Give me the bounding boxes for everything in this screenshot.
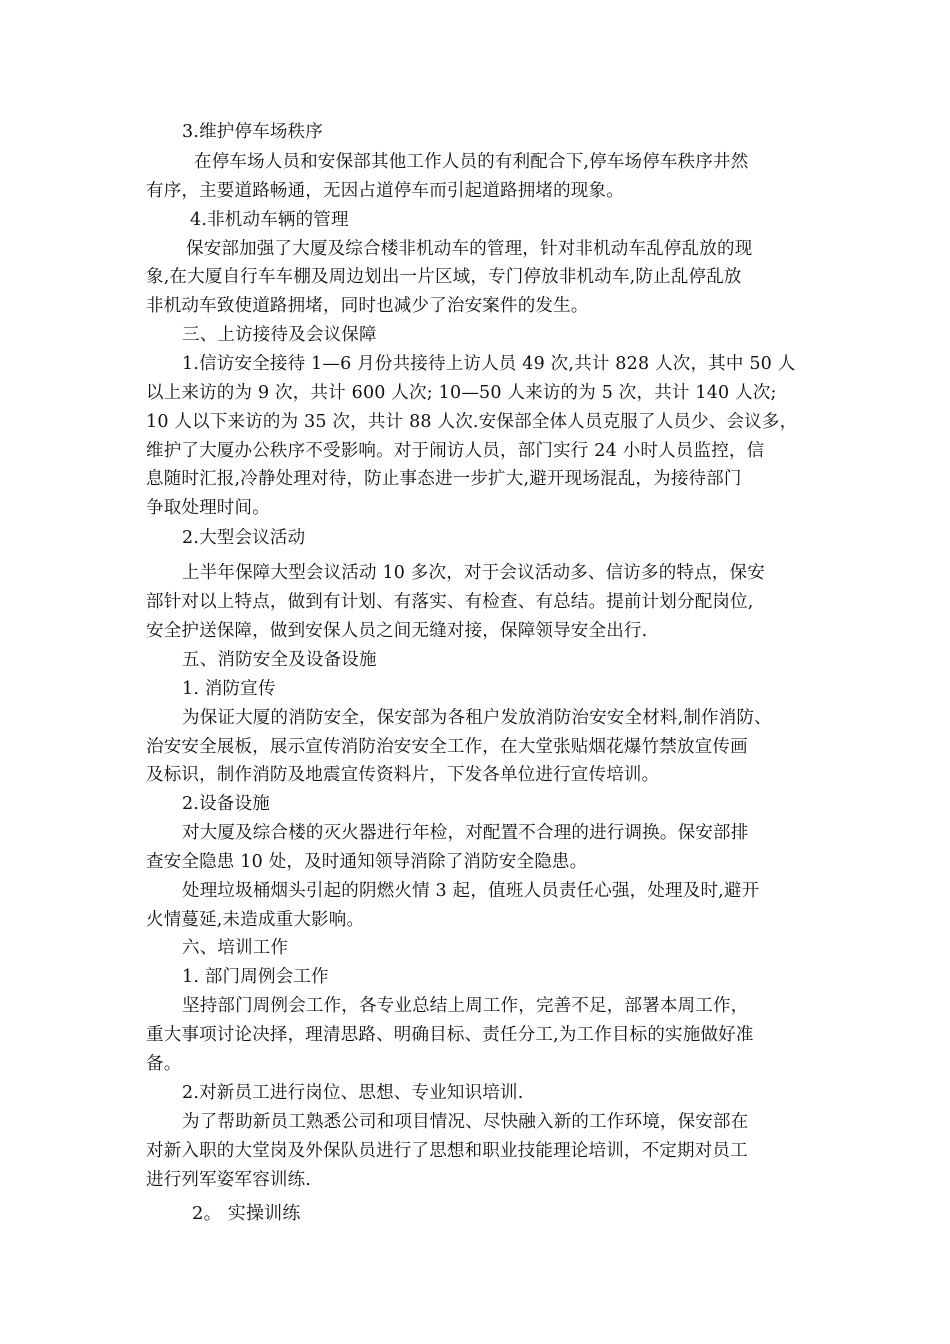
paragraph-line: 处理垃圾桶烟头引起的阴燃火情 3 起，值班人员责任心强，处理及时,避开 [182, 881, 760, 901]
section-heading: 3.维护停车场秩序 [182, 122, 323, 142]
paragraph-line: 有序，主要道路畅通，无因占道停车而引起道路拥堵的现象。 [146, 181, 624, 201]
section-heading: 2.对新员工进行岗位、思想、专业知识培训. [182, 1083, 524, 1103]
paragraph-line: 坚持部门周例会工作，各专业总结上周工作，完善不足，部署本周工作， [182, 996, 749, 1016]
paragraph-line: 10 人以下来访的为 35 次，共计 88 人次.安保部全体人员克服了人员少、会议多， [146, 412, 798, 432]
paragraph-line: 维护了大厦办公秩序不受影响。对于闹访人员，部门实行 24 小时人员监控，信 [146, 441, 765, 461]
paragraph-line: 在停车场人员和安保部其他工作人员的有利配合下,停车场停车秩序井然 [194, 152, 749, 172]
paragraph-line: 非机动车致使道路拥堵，同时也减少了治安案件的发生。 [146, 296, 589, 316]
paragraph-line: 重大事项讨论决择，理清思路、明确目标、责任分工,为工作目标的实施做好准 [146, 1025, 754, 1045]
paragraph-line: 保安部加强了大厦及综合楼非机动车的管理，针对非机动车乱停乱放的现 [186, 239, 753, 259]
paragraph-line: 以上来访的为 9 次，共计 600 人次; 10—50 人来访的为 5 次，共计 140 人次; [146, 383, 777, 403]
paragraph-line: 象,在大厦自行车车棚及周边划出一片区域，专门停放非机动车,防止乱停乱放 [146, 267, 742, 287]
section-heading: 1. 消防宣传 [182, 679, 276, 699]
paragraph-line: 上半年保障大型会议活动 10 多次，对于会议活动多、信访多的特点，保安 [182, 563, 765, 583]
paragraph-line: 查安全隐患 10 处，及时通知领导消除了消防安全隐患。 [146, 852, 588, 872]
paragraph-line: 及标识，制作消防及地震宣传资料片，下发各单位进行宣传培训。 [146, 765, 660, 785]
paragraph-line: 争取处理时间。 [146, 498, 270, 518]
paragraph-line: 对新入职的大堂岗及外保队员进行了思想和职业技能理论培训，不定期对员工 [146, 1141, 748, 1161]
part-heading: 六、培训工作 [182, 938, 289, 958]
paragraph-line: 为了帮助新员工熟悉公司和项目情况、尽快融入新的工作环境，保安部在 [182, 1112, 749, 1132]
paragraph-line: 治安安全展板，展示宣传消防治安安全工作，在大堂张贴烟花爆竹禁放宣传画 [146, 737, 748, 757]
part-heading: 五、消防安全及设备设施 [182, 650, 377, 670]
section-heading: 1. 部门周例会工作 [182, 967, 329, 987]
paragraph-line: 安全护送保障，做到安保人员之间无缝对接，保障领导安全出行. [146, 621, 648, 641]
paragraph-line: 1.信访安全接待 1—6 月份共接待上访人员 49 次,共计 828 人次，其中 50 人 [182, 354, 796, 374]
section-heading: 4.非机动车辆的管理 [190, 210, 349, 230]
paragraph-line: 息随时汇报,冷静处理对待，防止事态进一步扩大,避开现场混乱，为接待部门 [146, 469, 742, 489]
part-heading: 三、上访接待及会议保障 [182, 325, 377, 345]
section-heading: 2。 实操训练 [192, 1203, 301, 1224]
section-heading: 2.设备设施 [182, 794, 270, 814]
paragraph-line: 为保证大厦的消防安全，保安部为各租户发放消防治安安全材料,制作消防、 [182, 708, 772, 728]
paragraph-line: 对大厦及综合楼的灭火器进行年检，对配置不合理的进行调换。保安部排 [182, 823, 749, 843]
paragraph-line: 备。 [146, 1054, 182, 1074]
paragraph-line: 火情蔓延,未造成重大影响。 [146, 910, 365, 930]
paragraph-line: 部针对以上特点，做到有计划、有落实、有检查、有总结。提前计划分配岗位, [146, 592, 754, 612]
paragraph-line: 进行列军姿军容训练. [146, 1170, 312, 1190]
section-heading: 2.大型会议活动 [182, 528, 306, 548]
